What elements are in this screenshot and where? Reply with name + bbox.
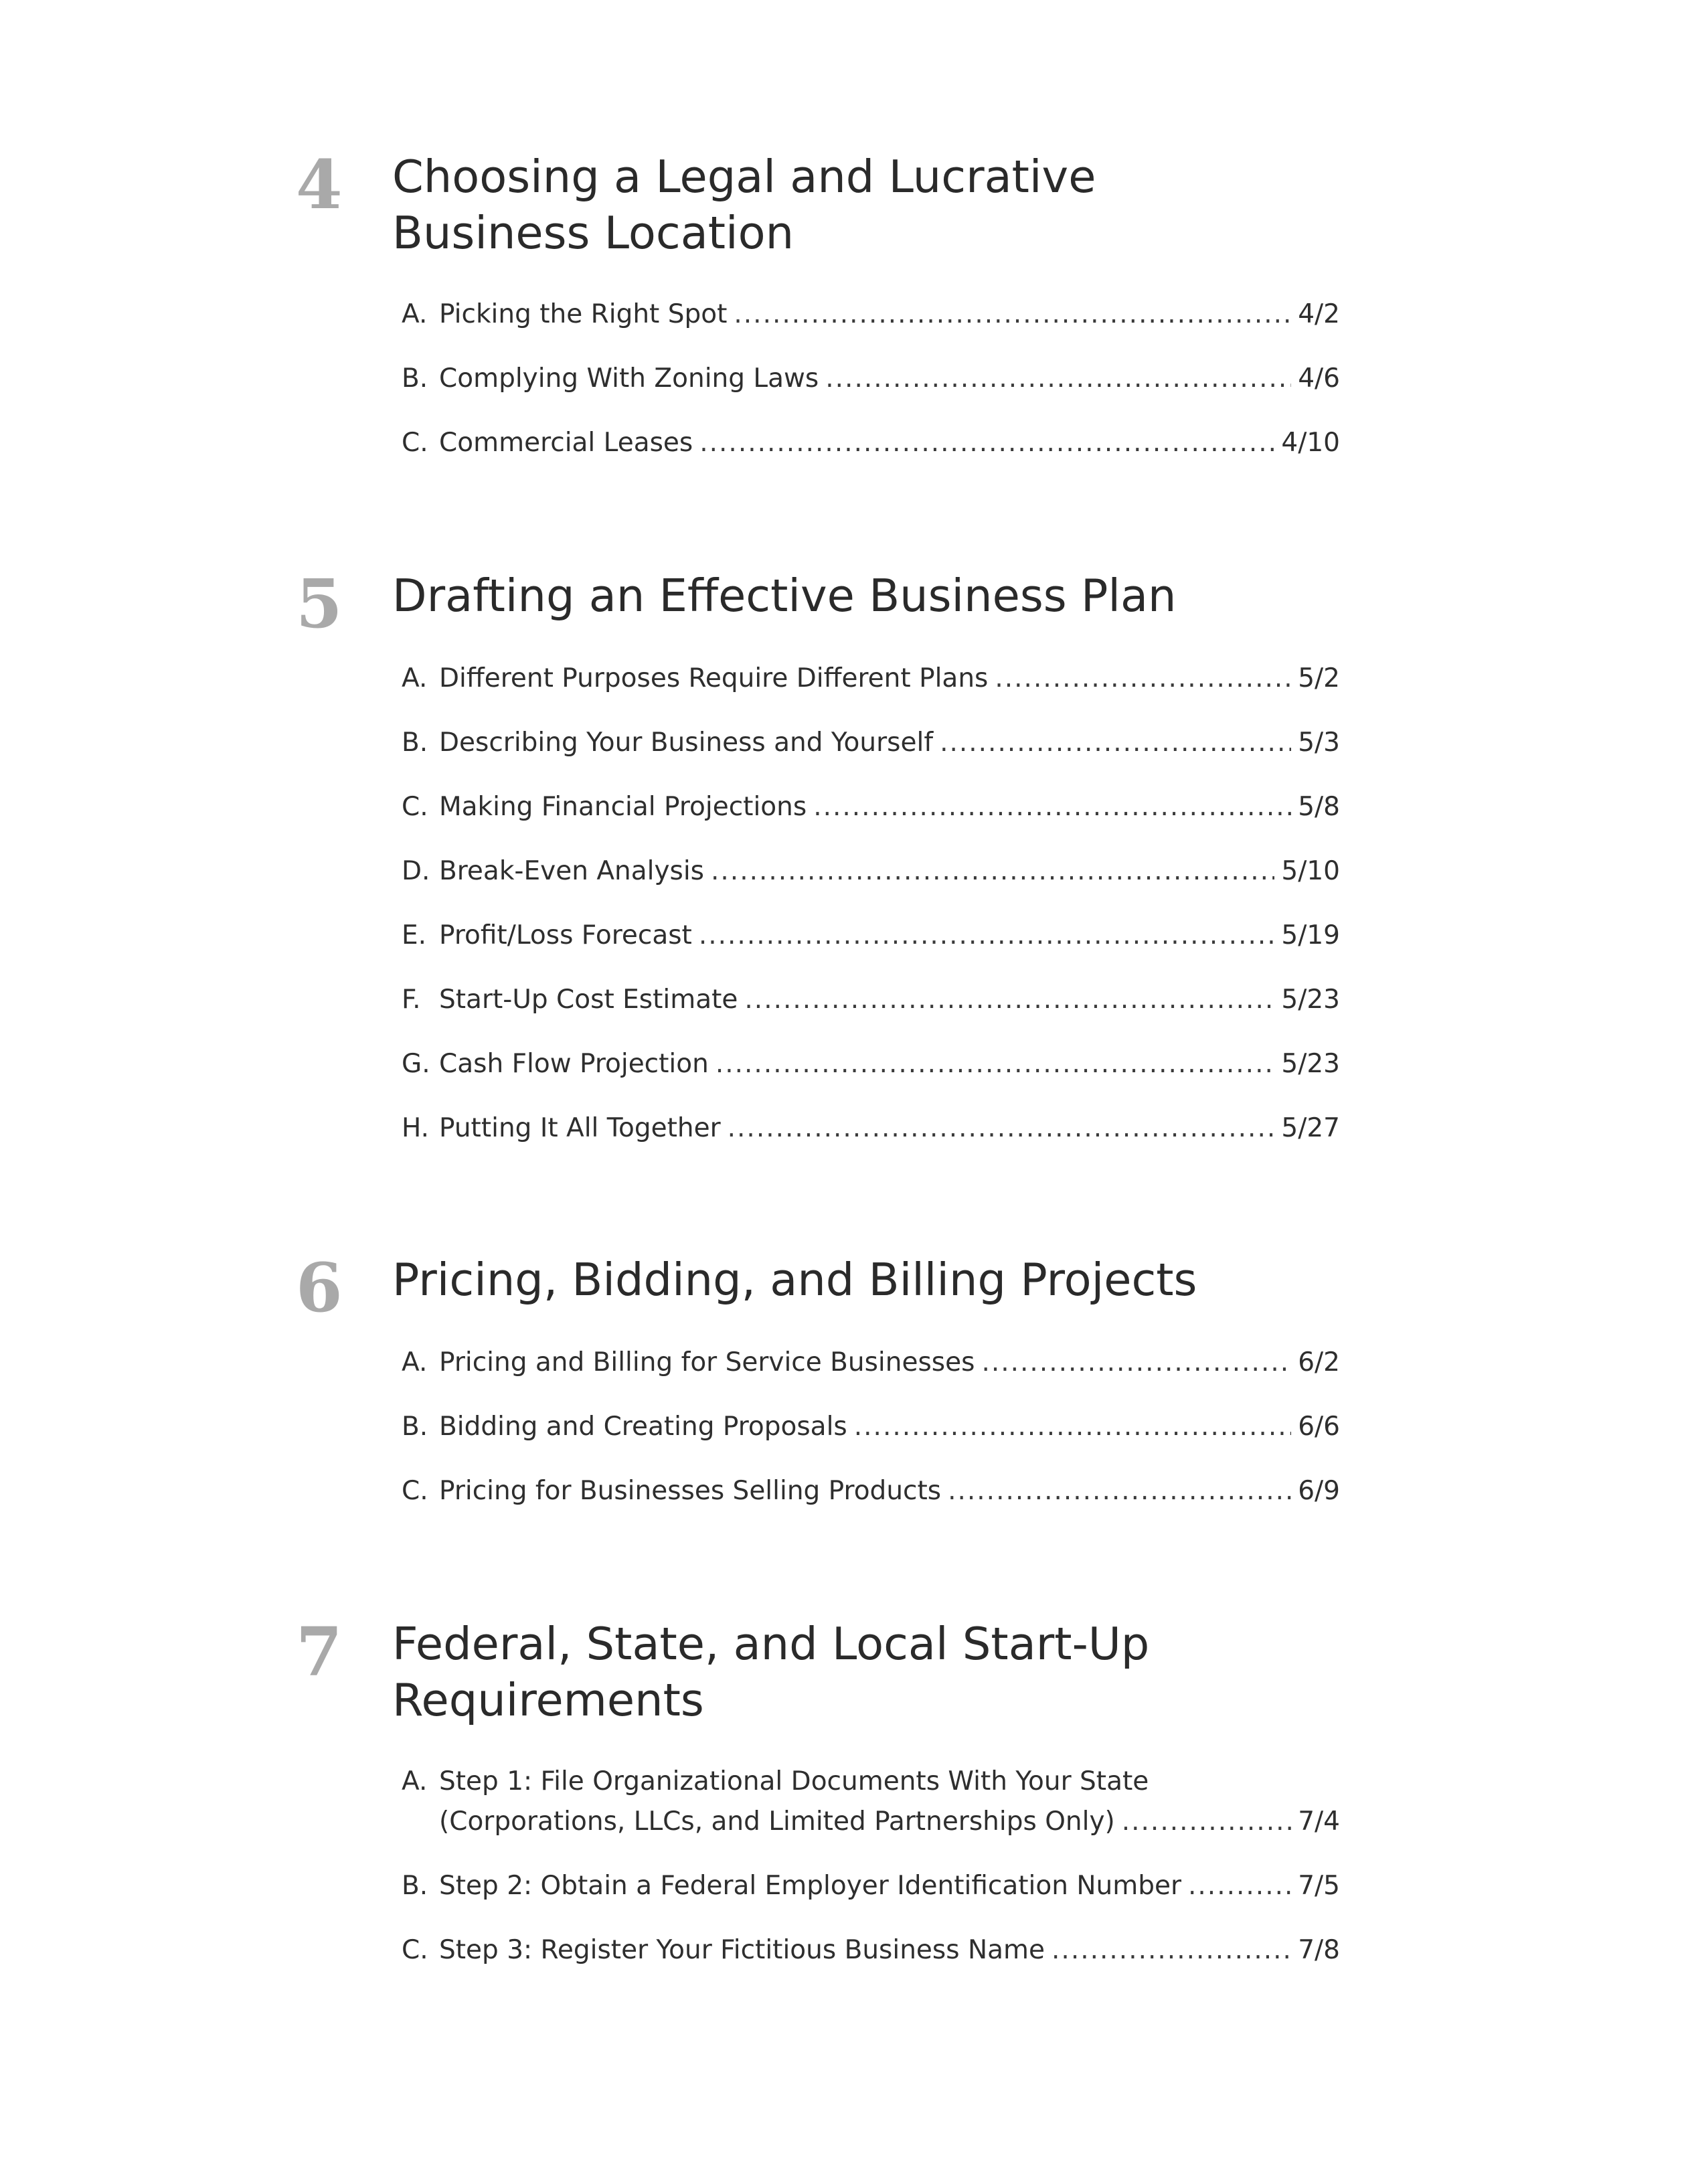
- toc-entry[interactable]: [402, 980, 1340, 1020]
- entry-letter: B.: [402, 1871, 428, 1901]
- entry-letter: A.: [402, 1347, 428, 1377]
- dot-leader: [854, 1407, 1291, 1447]
- dot-leader: [699, 916, 1275, 956]
- entry-page: 4/2: [1298, 299, 1340, 329]
- entry-letter: B.: [402, 363, 428, 394]
- chapter-number: 5: [296, 564, 343, 643]
- entry-letter: A.: [402, 663, 428, 693]
- entry-page: 7/8: [1298, 1935, 1340, 1965]
- toc-entry[interactable]: [402, 723, 1340, 763]
- entry-title: (Corporations, LLCs, and Limited Partnerships Only): [439, 1807, 1115, 1837]
- toc-entry[interactable]: [402, 1044, 1340, 1084]
- toc-entry[interactable]: [402, 1108, 1340, 1149]
- entry-page: 4/10: [1281, 428, 1340, 458]
- dot-leader: [1188, 1866, 1291, 1906]
- toc-entry[interactable]: [402, 659, 1340, 699]
- toc-entry[interactable]: [402, 787, 1340, 827]
- dot-leader: [948, 1471, 1291, 1511]
- dot-leader: [699, 423, 1274, 463]
- entry-page: 6/9: [1298, 1476, 1340, 1506]
- dot-leader: [711, 851, 1274, 892]
- entry-letter: C.: [402, 792, 428, 822]
- entry-page: 4/6: [1298, 363, 1340, 394]
- entry-page: 5/10: [1281, 856, 1340, 886]
- entry-title: Pricing for Businesses Selling Products: [439, 1476, 942, 1506]
- entry-title: Putting It All Together: [439, 1113, 721, 1143]
- dot-leader: [1122, 1802, 1292, 1842]
- chapter-number: 7: [296, 1612, 343, 1691]
- toc-entry[interactable]: [402, 1471, 1340, 1511]
- entry-page: 5/23: [1281, 985, 1340, 1015]
- toc-entry[interactable]: [402, 359, 1340, 399]
- toc-entry[interactable]: [402, 851, 1340, 892]
- entry-title: Cash Flow Projection: [439, 1049, 709, 1079]
- entry-title: Bidding and Creating Proposals: [439, 1412, 847, 1442]
- chapter-title: Pricing, Bidding, and Billing Projects: [392, 1254, 1197, 1306]
- dot-leader: [1052, 1930, 1291, 1970]
- entry-page: 6/6: [1298, 1412, 1340, 1442]
- entry-letter: D.: [402, 856, 430, 886]
- entry-page: 5/23: [1281, 1049, 1340, 1079]
- dot-leader: [744, 980, 1274, 1020]
- entry-page: 5/27: [1281, 1113, 1340, 1143]
- entry-title: Describing Your Business and Yourself: [439, 728, 934, 758]
- toc-entry[interactable]: [402, 1407, 1340, 1447]
- entry-letter: E.: [402, 920, 427, 950]
- entry-title: Profit/Loss Forecast: [439, 920, 692, 950]
- chapter-title: Drafting an Effective Business Plan: [392, 570, 1177, 622]
- chapter-number: 4: [296, 145, 343, 224]
- entry-page: 7/4: [1298, 1807, 1340, 1837]
- entry-title: Complying With Zoning Laws: [439, 363, 819, 394]
- chapter-number: 6: [296, 1248, 343, 1327]
- entry-title: Picking the Right Spot: [439, 299, 728, 329]
- chapter-title: Choosing a Legal and Lucrative Business Location: [392, 151, 1096, 259]
- entry-title: Step 2: Obtain a Federal Employer Identification Number: [439, 1871, 1182, 1901]
- entry-page: 7/5: [1298, 1871, 1340, 1901]
- toc-entry[interactable]: [402, 1866, 1340, 1906]
- entry-page: 5/8: [1298, 792, 1340, 822]
- dot-leader: [728, 1108, 1275, 1149]
- entry-title-line1: Step 1: File Organizational Documents With Your State: [439, 1766, 1149, 1796]
- entry-page: 6/2: [1298, 1347, 1340, 1377]
- entry-letter: H.: [402, 1113, 430, 1143]
- entry-letter: C.: [402, 1935, 428, 1965]
- dot-leader: [940, 723, 1291, 763]
- entry-letter: B.: [402, 728, 428, 758]
- entry-title: Step 3: Register Your Fictitious Business Name: [439, 1935, 1045, 1965]
- dot-leader: [995, 659, 1291, 699]
- entry-page: 5/19: [1281, 920, 1340, 950]
- dot-leader: [716, 1044, 1275, 1084]
- dot-leader: [825, 359, 1291, 399]
- toc-entry[interactable]: [402, 1343, 1340, 1383]
- toc-entry[interactable]: [402, 916, 1340, 956]
- entry-title: Commercial Leases: [439, 428, 693, 458]
- entry-letter: A.: [402, 1766, 428, 1796]
- entry-title: Making Financial Projections: [439, 792, 807, 822]
- entry-title: Different Purposes Require Different Plans: [439, 663, 989, 693]
- entry-title: Start-Up Cost Estimate: [439, 985, 738, 1015]
- entry-title: Break-Even Analysis: [439, 856, 704, 886]
- dot-leader: [734, 295, 1291, 335]
- entry-page: 5/3: [1298, 728, 1340, 758]
- toc-entry[interactable]: [402, 1930, 1340, 1970]
- entry-letter: C.: [402, 1476, 428, 1506]
- entry-letter: G.: [402, 1049, 430, 1079]
- chapter-title: Federal, State, and Local Start-Up Requirements: [392, 1618, 1150, 1726]
- dot-leader: [813, 787, 1291, 827]
- toc-entry[interactable]: [402, 1762, 1340, 1842]
- dot-leader: [981, 1343, 1291, 1383]
- entry-letter: B.: [402, 1412, 428, 1442]
- entry-title: Pricing and Billing for Service Businesses: [439, 1347, 975, 1377]
- entry-letter: F.: [402, 985, 421, 1015]
- toc-entry[interactable]: [402, 423, 1340, 463]
- entry-letter: A.: [402, 299, 428, 329]
- entry-page: 5/2: [1298, 663, 1340, 693]
- toc-entry[interactable]: [402, 295, 1340, 335]
- entry-letter: C.: [402, 428, 428, 458]
